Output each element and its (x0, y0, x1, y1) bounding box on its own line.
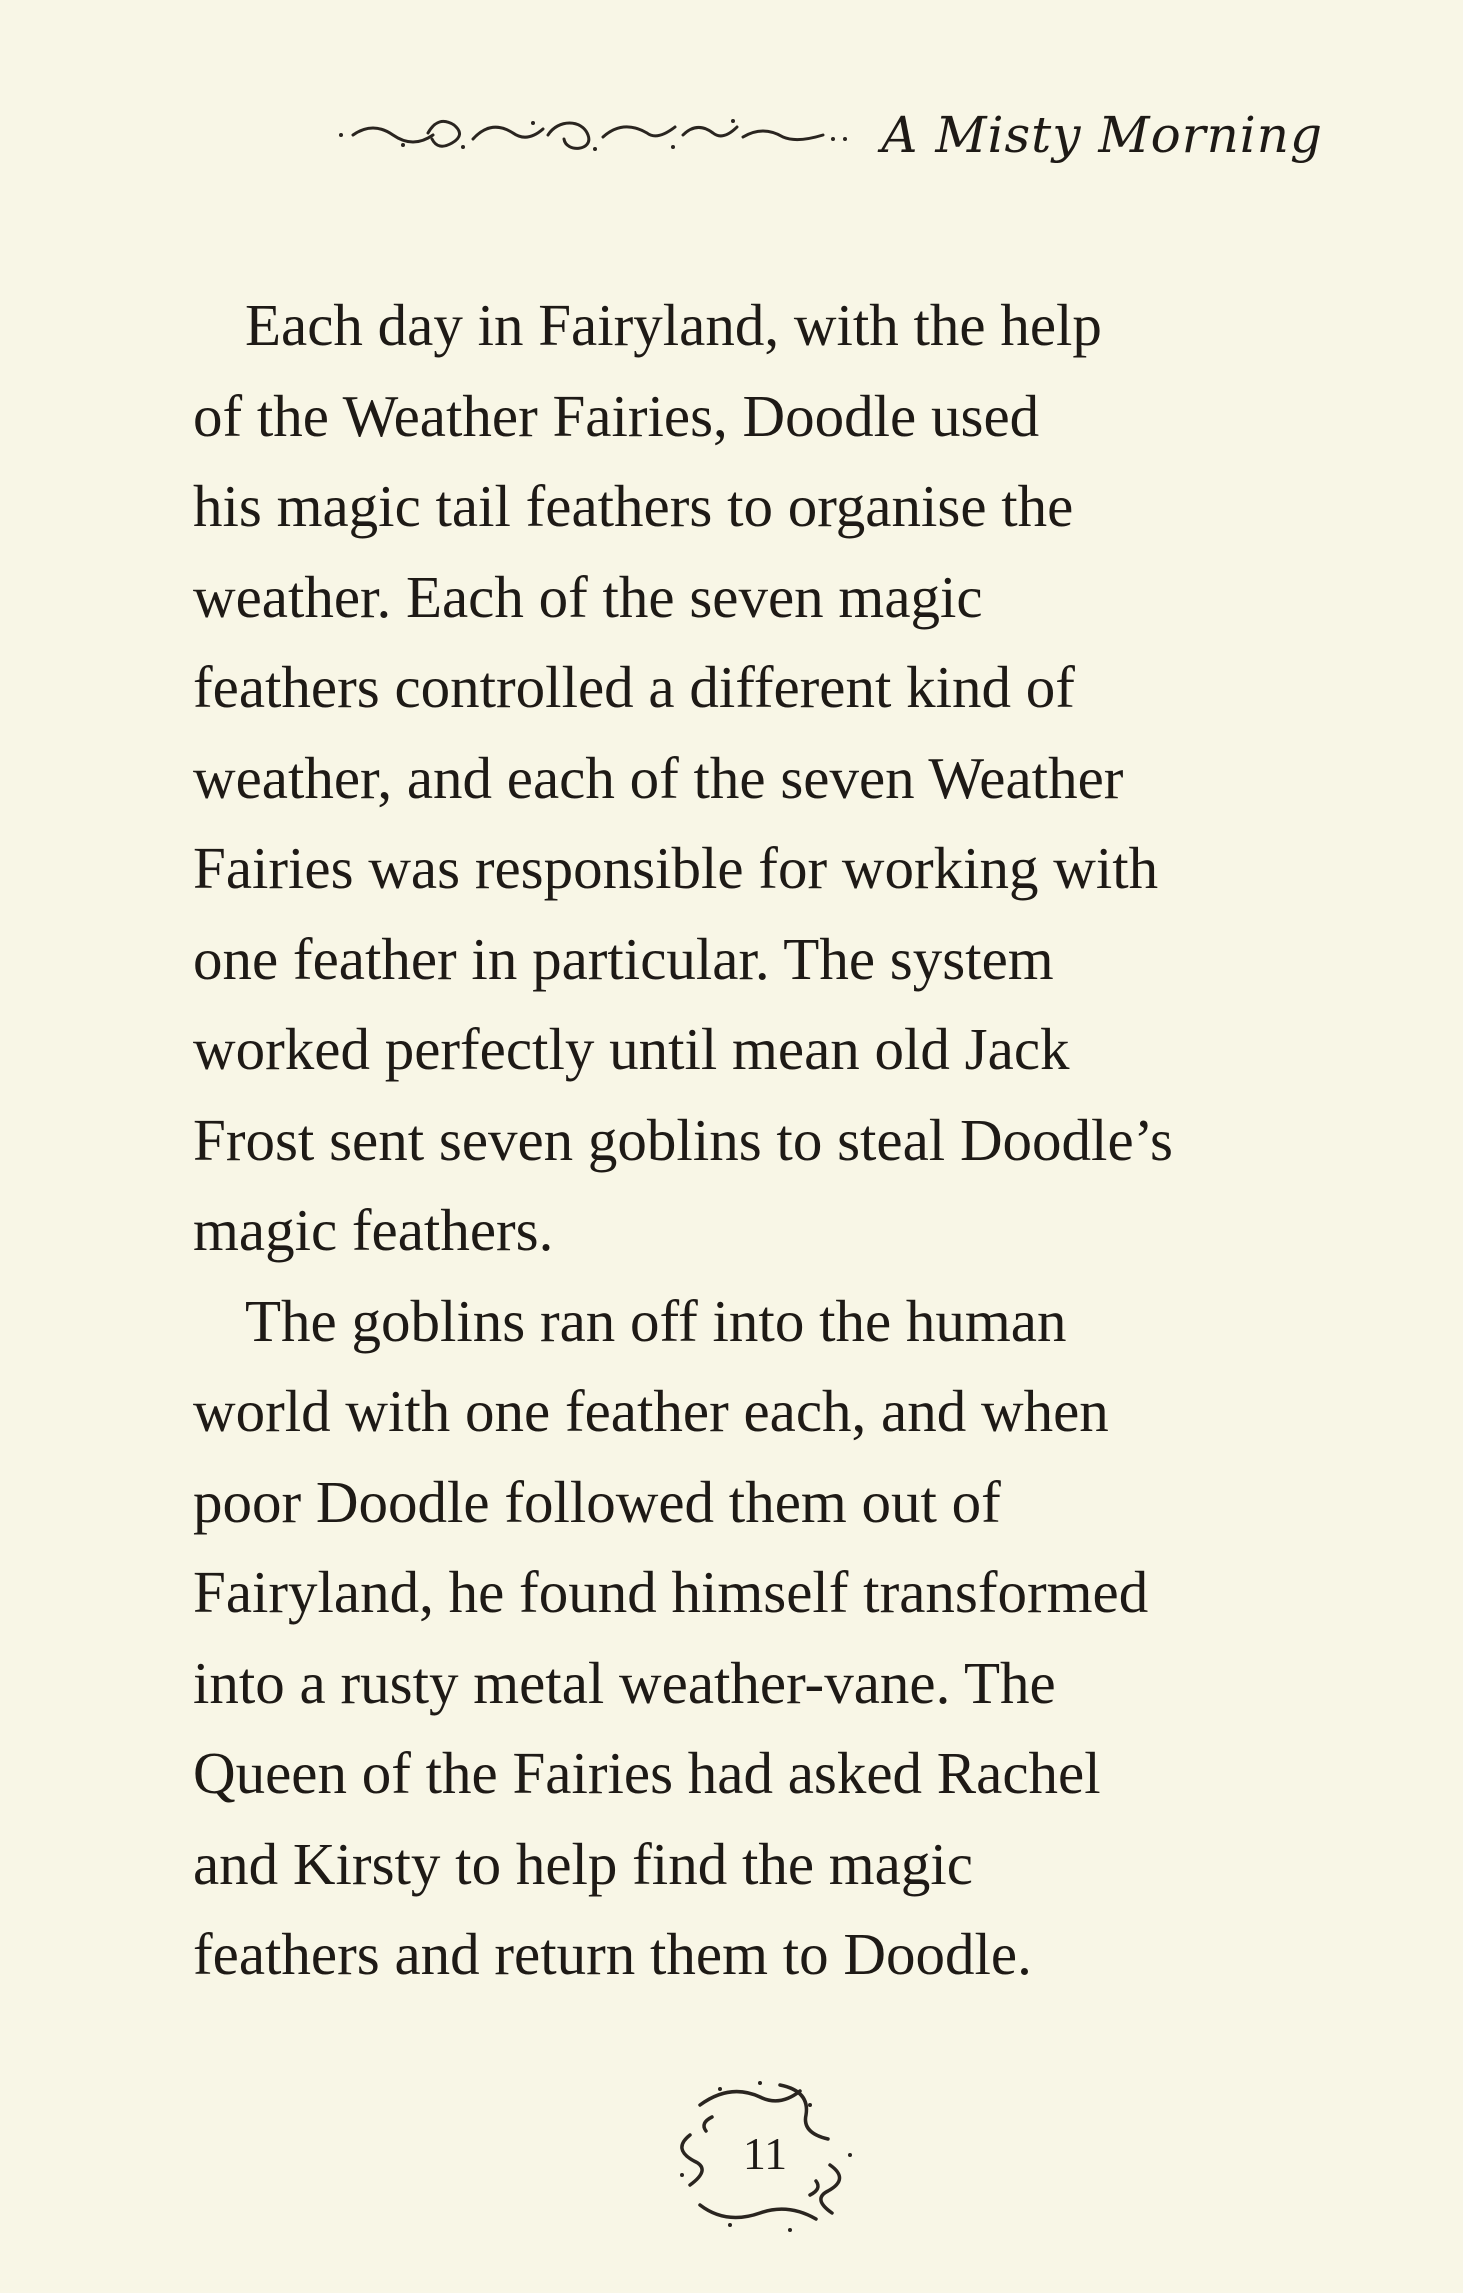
text-line: and Kirsty to help find the magic (193, 1830, 973, 1897)
text-line: weather. Each of the seven magic (193, 563, 983, 630)
text-line: his magic tail feathers to organise the (193, 473, 1074, 539)
running-header (320, 95, 1323, 175)
text-line: Fairyland, he found himself transformed (193, 1559, 1149, 1625)
chapter-title: A Misty Morning (881, 106, 1323, 164)
text-line: worked perfectly until mean old Jack (193, 1016, 1070, 1082)
text-line: Fairies was responsible for working with (193, 835, 1159, 901)
text-line: The goblins ran off into the human (245, 1287, 1067, 1354)
decorative-swirl-icon (333, 105, 853, 165)
body-text (193, 280, 1333, 2000)
text-line: Frost sent seven goblins to steal Doodle’s (193, 1106, 1173, 1173)
paragraph-2 (193, 1276, 1333, 2000)
page-number-ornament (660, 2065, 870, 2245)
text-line: one feather in particular. The system (193, 925, 1054, 992)
text-line: of the Weather Fairies, Doodle used (193, 382, 1040, 449)
text-line: feathers controlled a different kind of (193, 654, 1075, 720)
page-number: 11 (742, 2128, 788, 2179)
text-line: magic feathers. (193, 1197, 554, 1263)
text-line: world with one feather each, and when (193, 1378, 1109, 1444)
text-line: Queen of the Fairies had asked Rachel (193, 1740, 1101, 1806)
text-line: Each day in Fairyland, with the help (245, 292, 1102, 358)
paragraph-1 (193, 280, 1333, 1276)
text-line: poor Doodle followed them out of (193, 1468, 1001, 1535)
text-line: weather, and each of the seven Weather (193, 744, 1124, 811)
text-line: feathers and return them to Doodle. (193, 1921, 1032, 1987)
text-line: into a rusty metal weather-vane. The (193, 1649, 1056, 1716)
